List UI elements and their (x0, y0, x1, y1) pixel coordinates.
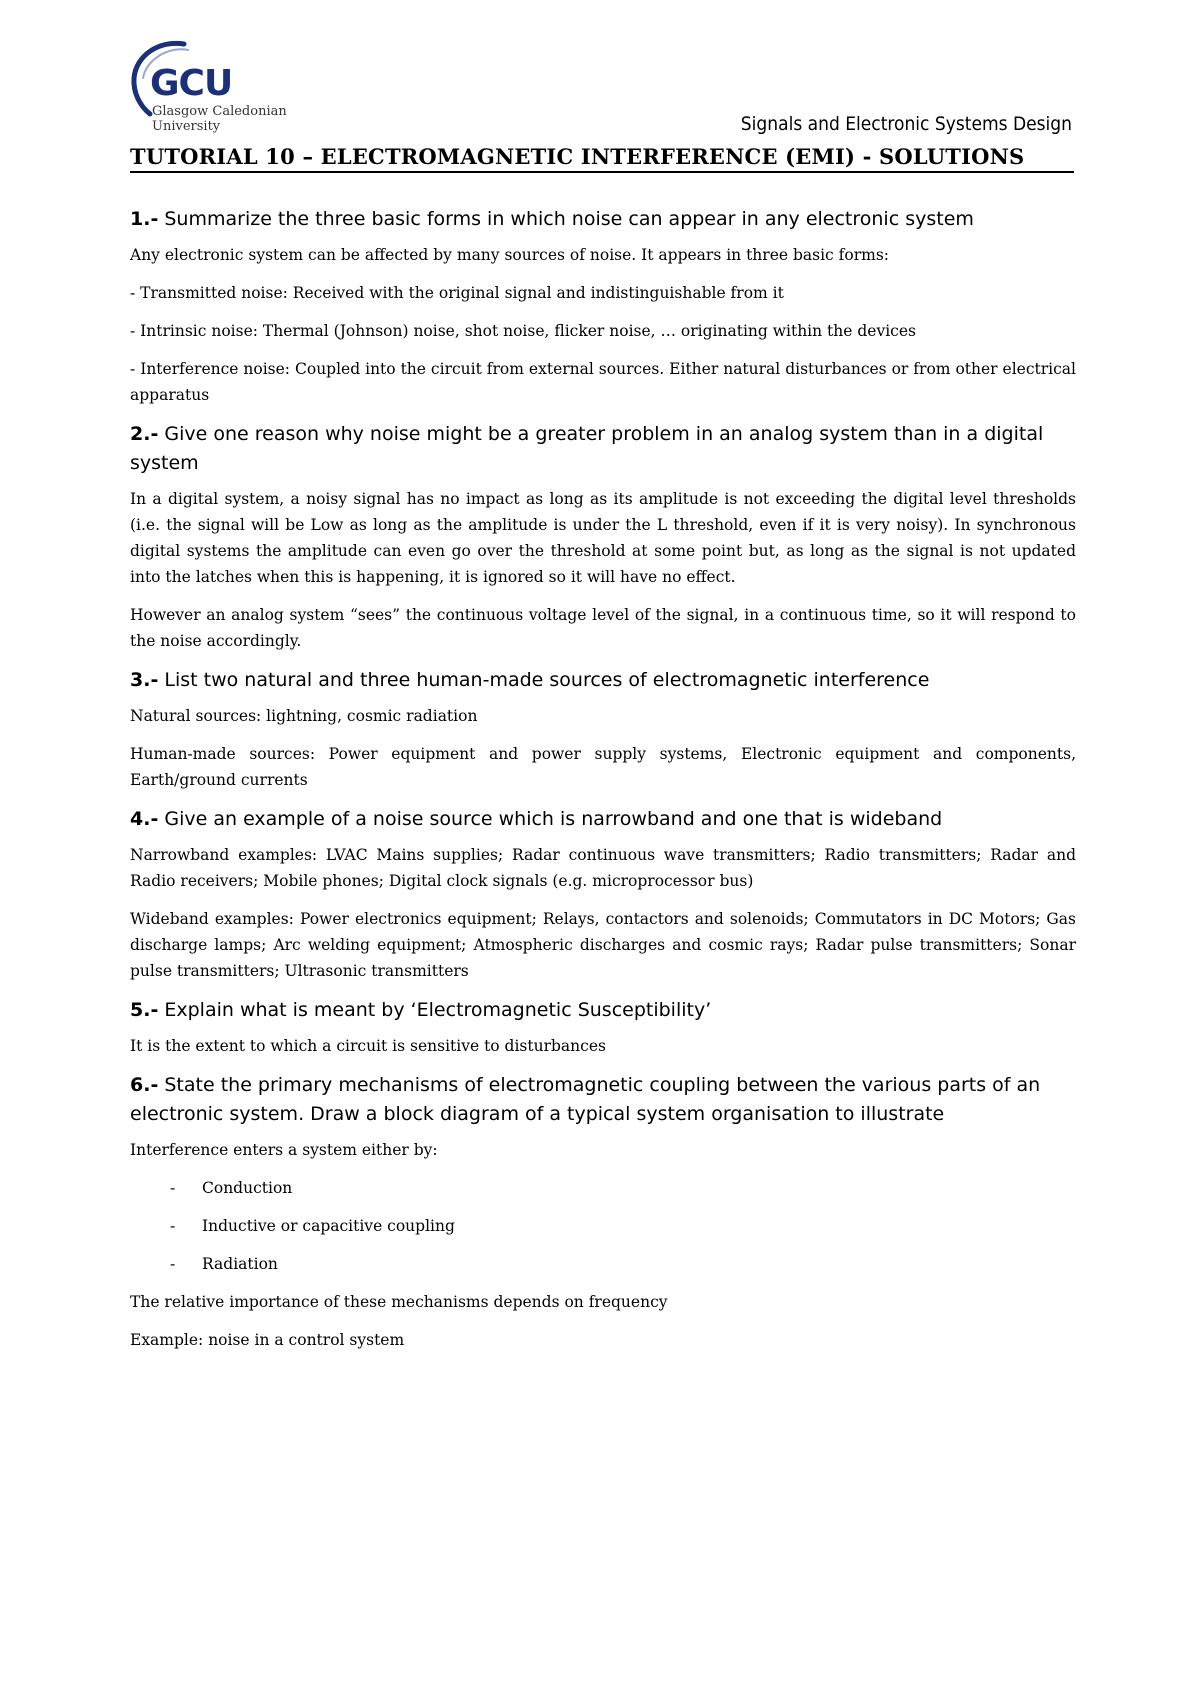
answer-paragraph: Narrowband examples: LVAC Mains supplies; Radar continuous wave transmitters; Radio transmitters; Radar and Radio receivers; Mobile phones; Digital clock signals (e.g. microprocessor bus) (130, 846, 1076, 890)
answer-paragraph: Natural sources: lightning, cosmic radiation (130, 707, 478, 725)
course-name: Signals and Electronic Systems Design (740, 113, 1072, 135)
question-1 (130, 205, 1076, 408)
question-4 (130, 805, 1076, 984)
coupling-mechanisms-list (130, 1175, 1076, 1277)
answer-paragraph: - Intrinsic noise: Thermal (Johnson) noise, shot noise, flicker noise, … originating within the devices (130, 322, 916, 340)
answer-paragraph: Human-made sources: Power equipment and power supply systems, Electronic equipment and components, Earth/ground currents (130, 745, 1076, 789)
answer-paragraph: Any electronic system can be affected by many sources of noise. It appears in three basic forms: (130, 246, 890, 264)
answer-paragraph: Example: noise in a control system (130, 1331, 405, 1349)
answer-paragraph: - Transmitted noise: Received with the original signal and indistinguishable from it (130, 284, 784, 302)
logo-line-2: University (152, 119, 221, 134)
question-6 (130, 1071, 1076, 1353)
page-title: TUTORIAL 10 – ELECTROMAGNETIC INTERFERENCE (EMI) - SOLUTIONS (130, 144, 1074, 173)
question-heading: 4.- Give an example of a noise source which is narrowband and one that is wideband (130, 808, 943, 830)
gcu-logo (128, 38, 308, 138)
answer-paragraph: It is the extent to which a circuit is sensitive to disturbances (130, 1037, 606, 1055)
list-item: - Radiation (170, 1255, 278, 1273)
answer-paragraph: - Interference noise: Coupled into the circuit from external sources. Either natural disturbances or from other electrical apparatus (130, 360, 1076, 404)
answer-paragraph: The relative importance of these mechanisms depends on frequency (130, 1293, 668, 1311)
question-3 (130, 666, 1076, 793)
question-2 (130, 420, 1076, 654)
question-heading: 5.- Explain what is meant by ‘Electromagnetic Susceptibility’ (130, 999, 712, 1021)
answer-paragraph: Interference enters a system either by: (130, 1141, 438, 1159)
answer-paragraph: In a digital system, a noisy signal has no impact as long as its amplitude is not exceeding the digital level thresholds (i.e. the signal will be Low as long as the amplitude is under the L threshold, even if it is very noisy). In synchronous digital systems the amplitude can even go over the threshold at some point but, as long as the signal is not updated into the latches when this is happening, it is ignored so it will have no effect. (130, 490, 1076, 586)
question-heading: 3.- List two natural and three human-made sources of electromagnetic interference (130, 669, 930, 691)
list-item: - Conduction (170, 1179, 293, 1197)
answer-paragraph: However an analog system “sees” the continuous voltage level of the signal, in a continuous time, so it will respond to the noise accordingly. (130, 606, 1076, 650)
question-5 (130, 996, 1076, 1059)
logo-mark: GCU (150, 63, 233, 104)
answer-paragraph: Wideband examples: Power electronics equipment; Relays, contactors and solenoids; Commutators in DC Motors; Gas discharge lamps; Arc welding equipment; Atmospheric discharges and cosmic rays; Radar pulse transmitters; Sonar pulse transmitters; Ultrasonic transmitters (130, 910, 1076, 980)
question-heading: 6.- State the primary mechanisms of electromagnetic coupling between the various parts of an electronic system. Draw a block diagram of a typical system organisation to illustrate (130, 1074, 1041, 1125)
tutorial-content (130, 205, 1076, 1365)
logo-line-1: Glasgow Caledonian (152, 104, 287, 119)
list-item: - Inductive or capacitive coupling (170, 1217, 455, 1235)
question-heading: 1.- Summarize the three basic forms in which noise can appear in any electronic system (130, 208, 974, 230)
question-heading: 2.- Give one reason why noise might be a greater problem in an analog system than in a digital system (130, 423, 1044, 474)
